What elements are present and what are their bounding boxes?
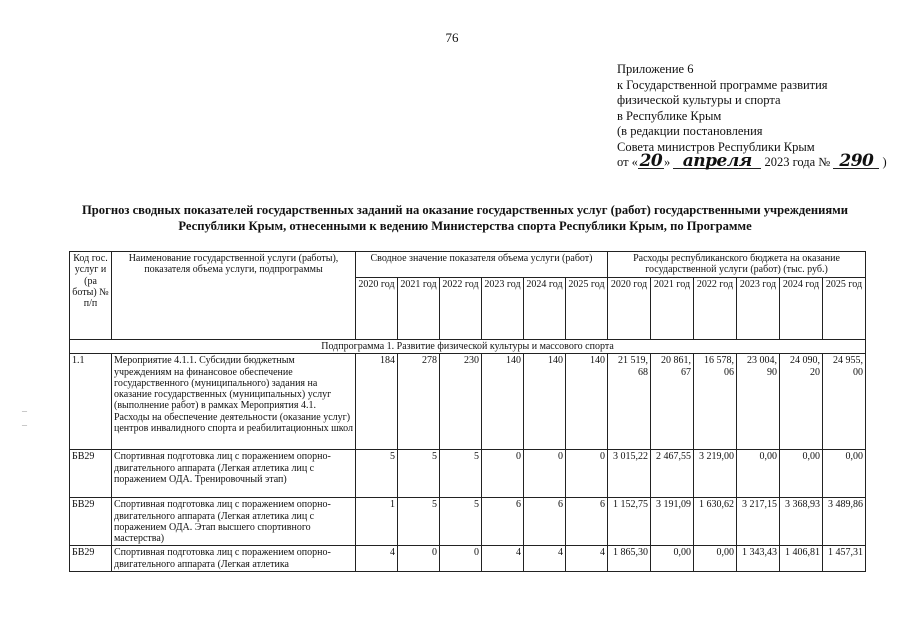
header-year: 2021 год (651, 278, 694, 340)
row-volume: 140 (482, 354, 524, 450)
handwritten-day: 20 (639, 151, 663, 171)
row-volume: 6 (566, 498, 608, 546)
margin-mark: – (22, 406, 27, 417)
table-header-row (70, 252, 866, 278)
row-volume: 5 (356, 450, 398, 498)
row-volume: 5 (398, 498, 440, 546)
row-volume: 184 (356, 354, 398, 450)
row-volume: 278 (398, 354, 440, 450)
handwritten-month: апреля (673, 155, 761, 169)
appendix-date-line (617, 151, 887, 171)
row-expense: 3 489,86 (823, 498, 866, 546)
row-expense: 3 219,00 (694, 450, 737, 498)
appendix-line: (в редакции постановления (617, 124, 763, 138)
header-year: 2024 год (524, 278, 566, 340)
row-expense: 21 519, 68 (608, 354, 651, 450)
row-expense: 0,00 (651, 546, 694, 572)
row-volume: 4 (356, 546, 398, 572)
row-expense: 24 955, 00 (823, 354, 866, 450)
row-name: Спортивная подготовка лиц с поражением опорно-двигательного аппарата (Легкая атлетика лиц с поражением ОДА. Этап высшего спортивного мастерства) (112, 498, 356, 546)
date-prefix: от « (617, 155, 638, 169)
date-close-quote: » (663, 155, 671, 169)
row-volume: 4 (524, 546, 566, 572)
row-code: БВ29 (70, 450, 112, 498)
subprogram-row (70, 340, 866, 354)
appendix-line: к Государственной программе развития (617, 77, 828, 92)
row-volume: 0 (566, 450, 608, 498)
row-expense: 3 191,09 (651, 498, 694, 546)
header-name: Наименование государственной услуги (работы), показателя объема услуги, подпрограммы (112, 252, 356, 340)
row-name: Спортивная подготовка лиц с поражением опорно-двигательного аппарата (Легкая атлетика (112, 546, 356, 572)
row-volume: 6 (524, 498, 566, 546)
row-expense: 0,00 (694, 546, 737, 572)
row-code: БВ29 (70, 498, 112, 546)
header-year: 2022 год (694, 278, 737, 340)
row-volume: 5 (440, 450, 482, 498)
header-year: 2022 год (440, 278, 482, 340)
row-name: Мероприятие 4.1.1. Субсидии бюджетным учреждениям на финансовое обеспечение государственного (муниципального) задания на оказание государственных (муниципальных) услуг (выполнение работ) в рамках Мероприятия 4.1. Расходы на обеспечение деятельности (оказание услуг) центров инвалидного спорта и реабилитационных школ (112, 354, 356, 450)
row-expense: 1 152,75 (608, 498, 651, 546)
row-expense: 24 090, 20 (780, 354, 823, 450)
header-year: 2025 год (823, 278, 866, 340)
row-volume: 6 (482, 498, 524, 546)
row-volume: 0 (440, 546, 482, 572)
row-volume: 0 (524, 450, 566, 498)
appendix-line: Приложение 6 (617, 62, 694, 76)
row-volume: 4 (482, 546, 524, 572)
row-volume: 140 (524, 354, 566, 450)
handwritten-doc-number: 290 (833, 155, 879, 169)
table-row (70, 546, 866, 572)
table-row (70, 498, 866, 546)
row-expense: 3 368,93 (780, 498, 823, 546)
appendix-block (617, 62, 887, 171)
row-expense: 16 578, 06 (694, 354, 737, 450)
appendix-line: физической культуры и спорта (617, 93, 781, 107)
document-title: Прогноз сводных показателей государственных заданий на оказание государственных услуг (работ) государственными учреждениями Республики Крым, отнесенными к ведению Министерства спорта Республики Крым, по Программе (82, 203, 848, 233)
header-year: 2023 год (482, 278, 524, 340)
row-expense: 0,00 (737, 450, 780, 498)
row-expense: 1 406,81 (780, 546, 823, 572)
subprogram-title: Подпрограмма 1. Развитие физической культуры и массового спорта (70, 340, 866, 354)
row-code: 1.1 (70, 354, 112, 450)
row-expense: 23 004, 90 (737, 354, 780, 450)
row-volume: 1 (356, 498, 398, 546)
row-volume: 5 (440, 498, 482, 546)
row-expense: 3 015,22 (608, 450, 651, 498)
row-volume: 4 (566, 546, 608, 572)
header-year: 2024 год (780, 278, 823, 340)
header-code: Код гос. услуг и (ра боты) № п/п (70, 252, 112, 340)
row-name: Спортивная подготовка лиц с поражением опорно-двигательного аппарата (Легкая атлетика лиц с поражением ОДА. Тренировочный этап) (112, 450, 356, 498)
header-year: 2020 год (356, 278, 398, 340)
row-expense: 0,00 (780, 450, 823, 498)
row-expense: 1 865,30 (608, 546, 651, 572)
row-expense: 2 467,55 (651, 450, 694, 498)
margin-mark: – (22, 420, 27, 431)
row-expense: 3 217,15 (737, 498, 780, 546)
row-expense: 20 861, 67 (651, 354, 694, 450)
header-expense-group: Расходы республиканского бюджета на оказание государственной услуги (работ) (тыс. руб.) (608, 252, 866, 278)
appendix-line: Совета министров Республики Крым (617, 139, 815, 154)
row-expense: 1 343,43 (737, 546, 780, 572)
row-expense: 1 630,62 (694, 498, 737, 546)
row-volume: 5 (398, 450, 440, 498)
appendix-line: в Республике Крым (617, 108, 722, 123)
header-year: 2023 год (737, 278, 780, 340)
header-volume-group: Сводное значение показателя объема услуги (работ) (356, 252, 608, 278)
row-volume: 0 (398, 546, 440, 572)
header-year: 2021 год (398, 278, 440, 340)
row-volume: 230 (440, 354, 482, 450)
table-row (70, 354, 866, 450)
header-year: 2025 год (566, 278, 608, 340)
indicators-table (69, 251, 866, 572)
page-number: 76 (445, 30, 459, 45)
header-year: 2020 год (608, 278, 651, 340)
row-expense: 1 457,31 (823, 546, 866, 572)
row-volume: 0 (482, 450, 524, 498)
row-expense: 0,00 (823, 450, 866, 498)
date-end: ) (882, 155, 887, 169)
row-volume: 140 (566, 354, 608, 450)
row-code: БВ29 (70, 546, 112, 572)
table-row (70, 450, 866, 498)
date-year: 2023 года № (764, 155, 831, 169)
